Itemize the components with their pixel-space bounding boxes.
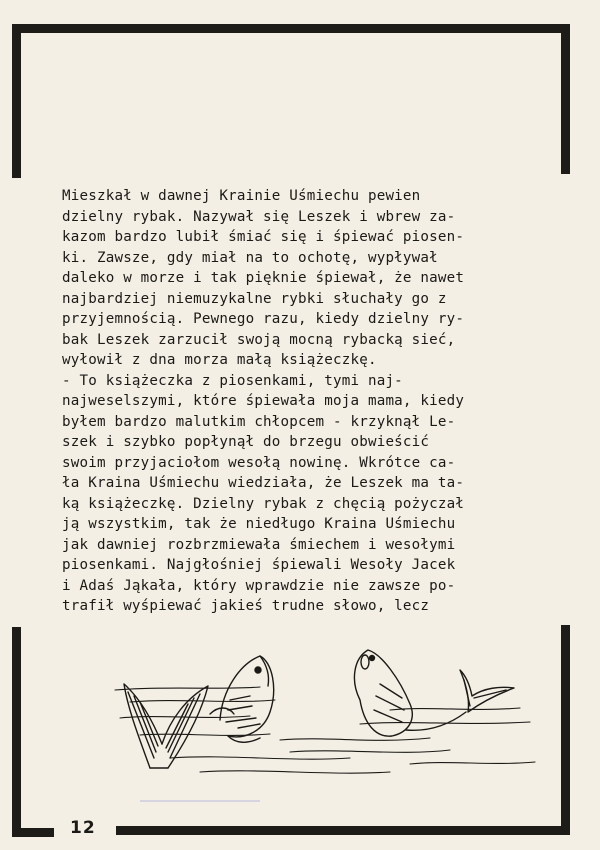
text-line: najbardziej niemuzykalne rybki słuchały go z	[62, 290, 447, 307]
page-number: 12	[70, 818, 96, 838]
text-line: daleko w morze i tak pięknie śpiewał, że nawet	[62, 270, 465, 286]
text-line: przyjemnością. Pewnego razu, kiedy dzielny ry-	[62, 311, 465, 327]
text-line: ła Kraina Uśmiechu wiedziała, że Leszek ma ta-	[62, 475, 465, 491]
fish-illustration	[110, 640, 540, 790]
story-text	[62, 186, 550, 617]
text-line: swoim przyjaciołom wesołą nowinę. Wkrótce ca-	[62, 454, 456, 471]
text-line: ki. Zawsze, gdy miał na to ochotę, wypływał	[62, 249, 438, 266]
text-line: trafił wyśpiewać jakieś trudne słowo, lecz	[62, 598, 430, 614]
frame-top-bar	[12, 24, 570, 33]
text-line: kazom bardzo lubił śmiać się i śpiewać piosen-	[62, 229, 465, 245]
text-line: - To książeczka z piosenkami, tymi naj-	[62, 372, 403, 389]
text-line: najweselszymi, które śpiewała moja mama, kiedy	[62, 393, 465, 409]
frame-top-left-post	[12, 24, 21, 178]
frame-bottom-left-bar	[12, 828, 54, 837]
text-line: i Adaś Jąkała, który wprawdzie nie zawsze po-	[62, 577, 456, 594]
text-line: ką książeczkę. Dzielny rybak z chęcią pożyczał	[62, 495, 465, 512]
text-line: piosenkami. Najgłośniej śpiewali Wesoły Jacek	[62, 557, 456, 573]
text-line: bak Leszek zarzucił swoją mocną rybacką sieć,	[62, 331, 456, 348]
frame-top-right-post	[561, 24, 570, 174]
fish-tail-left	[124, 684, 208, 768]
text-line: wyłowił z dna morza małą książeczkę.	[62, 352, 377, 368]
text-line: szek i szybko popłynął do brzegu obwieścić	[62, 434, 430, 450]
fish-left	[210, 656, 274, 742]
text-line: jak dawniej rozbrzmiewała śmiechem i wesołymi	[62, 536, 456, 553]
frame-bottom-right-post	[561, 625, 570, 835]
text-line: byłem bardzo malutkim chłopcem - krzyknął Le-	[62, 413, 456, 430]
text-line: ją wszystkim, tak że niedługo Kraina Uśmiechu	[62, 516, 456, 532]
text-line: Mieszkał w dawnej Krainie Uśmiechu pewien	[62, 188, 421, 204]
text-line: dzielny rybak. Nazywał się Leszek i wbrew za-	[62, 208, 456, 225]
frame-bottom-right-bar	[116, 826, 570, 835]
frame-bottom-left-post	[12, 627, 21, 837]
pencil-mark	[140, 800, 260, 802]
